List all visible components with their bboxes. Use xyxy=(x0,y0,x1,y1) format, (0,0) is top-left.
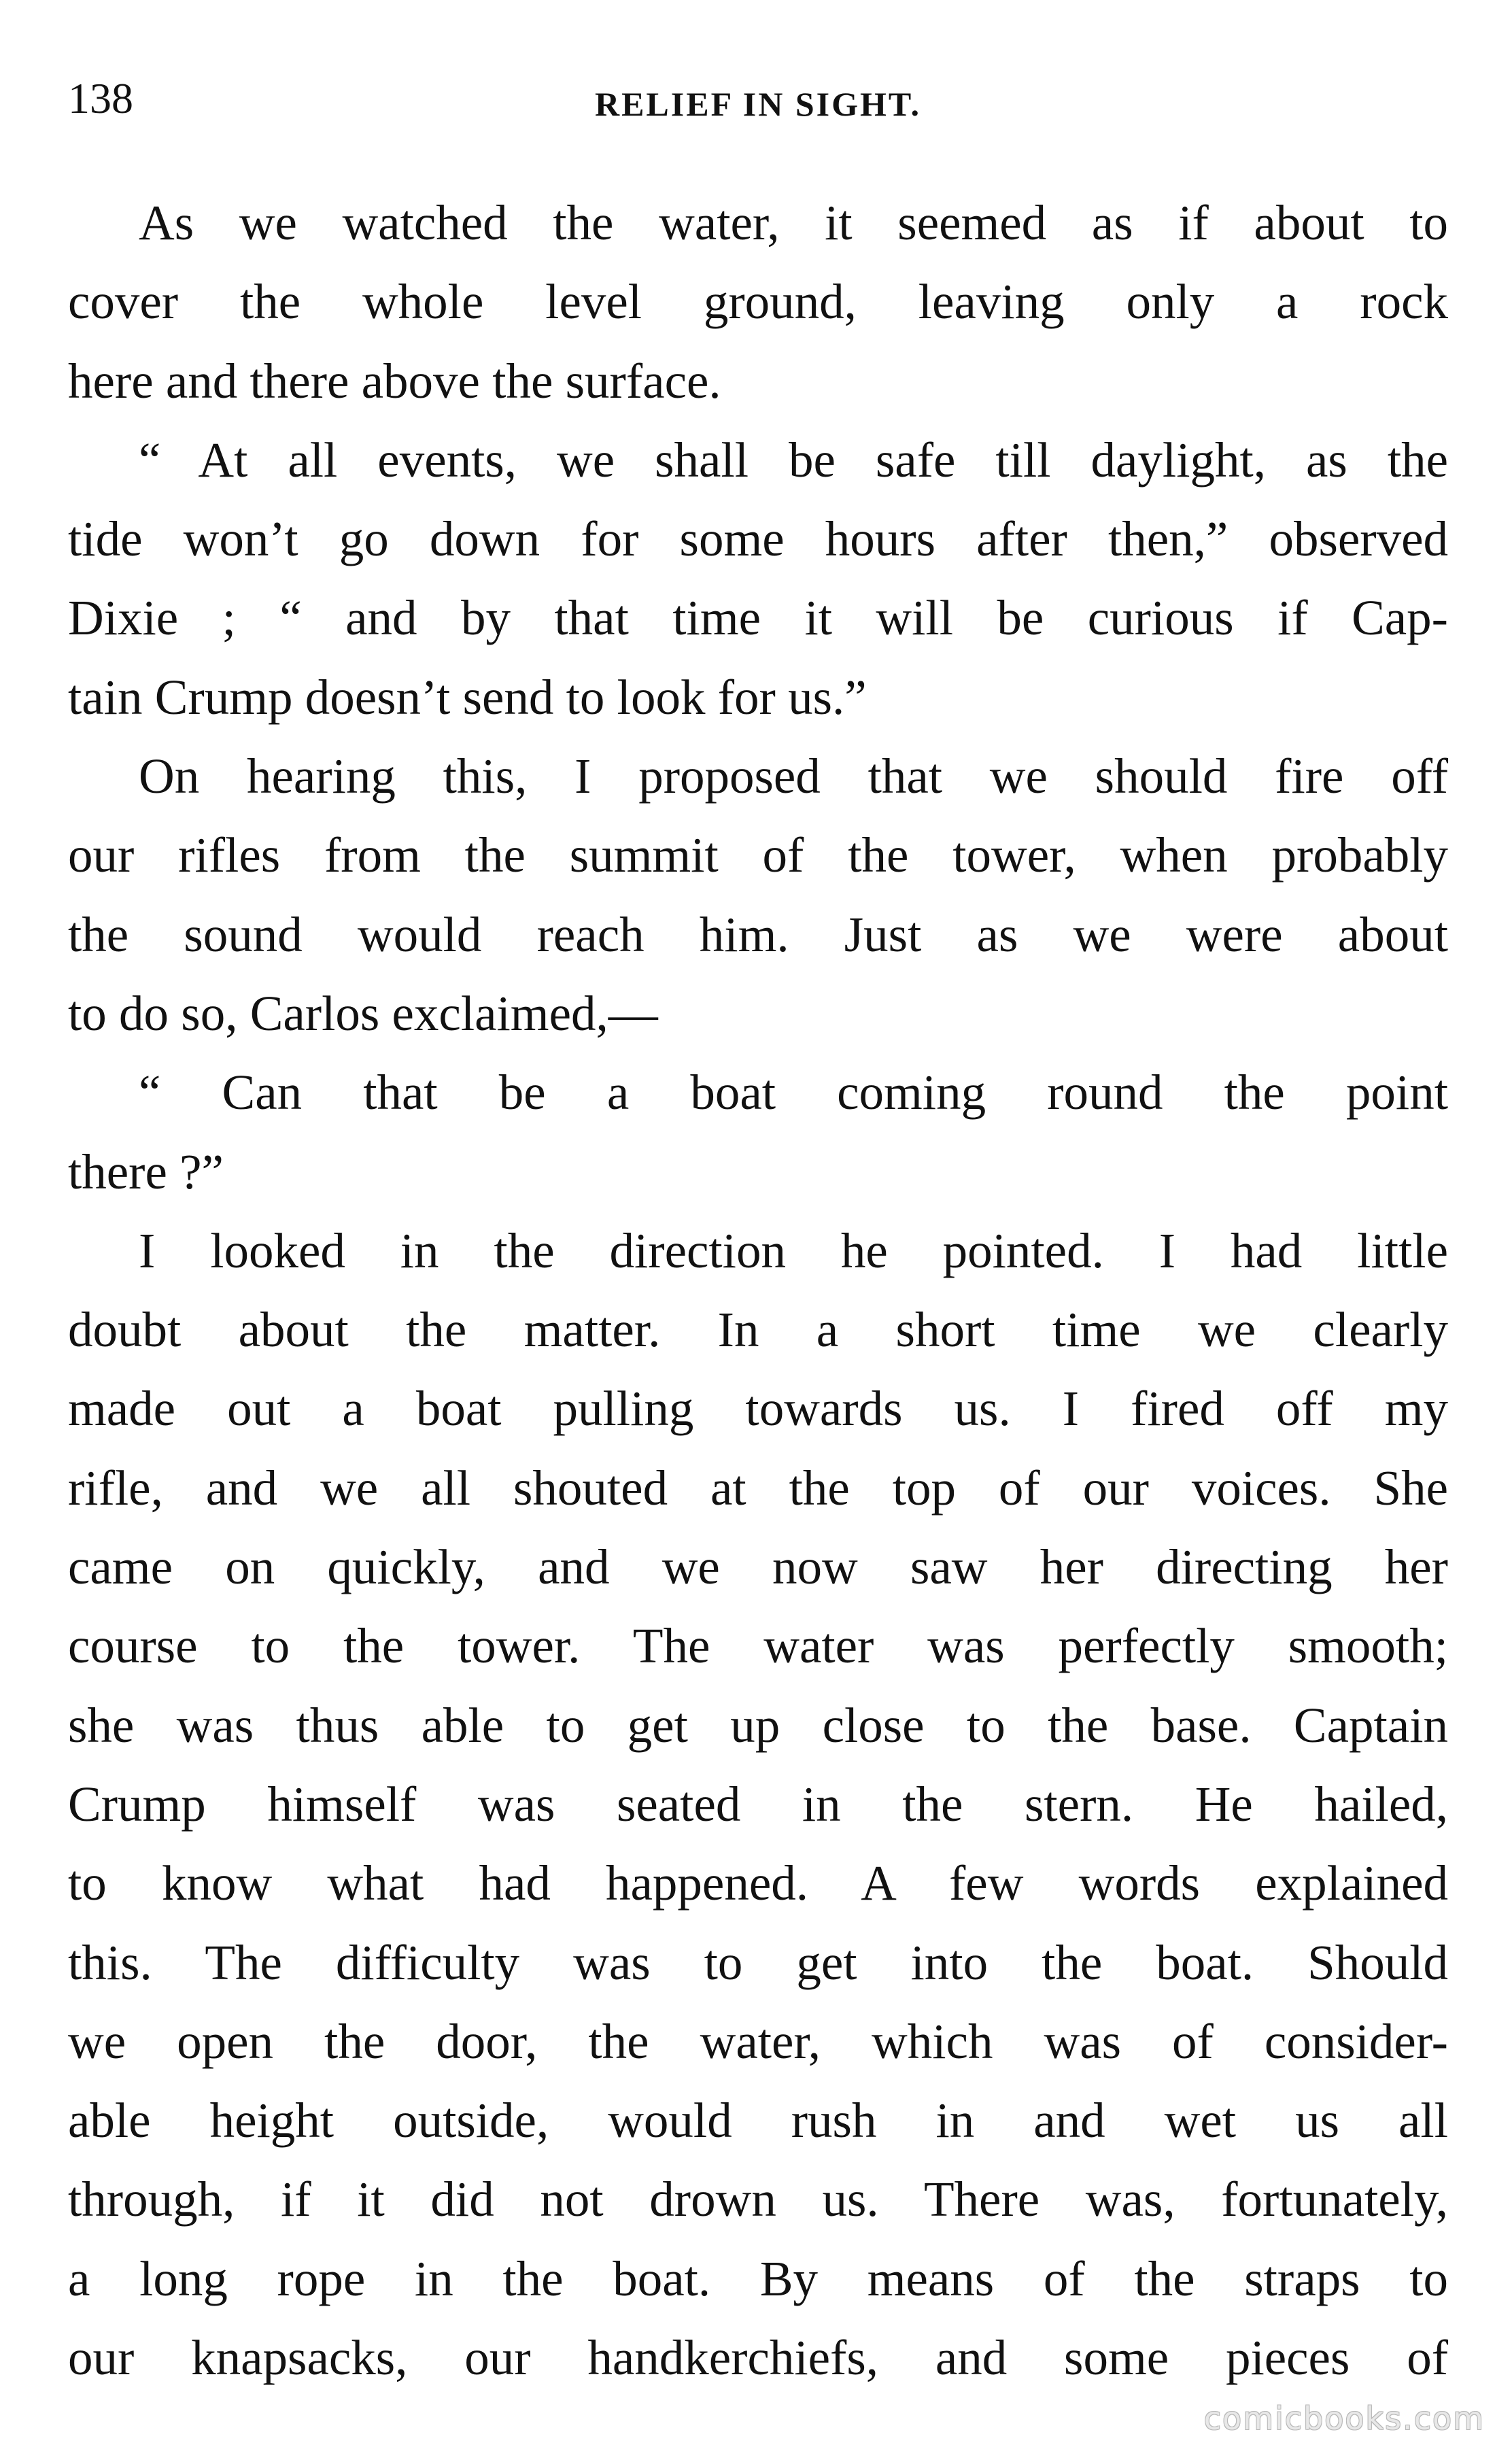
text-line: rifle, and we all shouted at the top of our voices. She xyxy=(68,1460,1448,1516)
text-line: through, if it did not drown us. There was, fortunately, xyxy=(68,2172,1448,2227)
body-text xyxy=(68,184,1448,2397)
text-line: On hearing this, I proposed that we should fire off xyxy=(139,749,1448,804)
text-line: made out a boat pulling towards us. I fired off my xyxy=(68,1381,1448,1437)
watermark: comicbooks.com xyxy=(1203,2400,1485,2437)
text-line: there ?” xyxy=(68,1144,224,1199)
text-line: here and there above the surface. xyxy=(68,353,721,409)
text-line: course to the tower. The water was perfectly smooth; xyxy=(68,1618,1448,1674)
text-line: came on quickly, and we now saw her directing her xyxy=(68,1539,1448,1595)
running-head xyxy=(68,68,1448,129)
text-line: Crump himself was seated in the stern. He hailed, xyxy=(68,1776,1448,1832)
text-line: “ At all events, we shall be safe till daylight, as the xyxy=(139,432,1448,487)
text-line: cover the whole level ground, leaving only a rock xyxy=(68,274,1448,330)
text-line: tain Crump doesn’t send to look for us.” xyxy=(68,669,867,725)
text-line: As we watched the water, it seemed as if about to xyxy=(139,195,1448,250)
text-line: to do so, Carlos exclaimed,— xyxy=(68,985,658,1041)
text-line: tide won’t go down for some hours after then,” observed xyxy=(68,511,1448,567)
running-title: RELIEF IN SIGHT. xyxy=(594,85,922,123)
text-line: to know what had happened. A few words explained xyxy=(68,1855,1448,1911)
text-line: Dixie ; “ and by that time it will be curious if Cap- xyxy=(68,590,1448,646)
text-line: I looked in the direction he pointed. I had little xyxy=(139,1222,1448,1278)
text-line: able height outside, would rush in and wet us all xyxy=(68,2093,1448,2149)
text-line: the sound would reach him. Just as we were about xyxy=(68,906,1448,962)
page-number: 138 xyxy=(68,74,133,122)
text-line: we open the door, the water, which was of consider- xyxy=(68,2013,1448,2069)
text-line: our knapsacks, our handkerchiefs, and some pieces of xyxy=(68,2330,1448,2386)
text-line: “ Can that be a boat coming round the point xyxy=(139,1065,1448,1120)
text-line: a long rope in the boat. By means of the straps to xyxy=(68,2251,1448,2306)
text-line: she was thus able to get up close to the base. Captain xyxy=(68,1697,1448,1753)
text-line: doubt about the matter. In a short time we clearly xyxy=(68,1302,1448,1358)
text-line: this. The difficulty was to get into the boat. Should xyxy=(68,1934,1448,1990)
text-line: our rifles from the summit of the tower, when probably xyxy=(68,827,1448,883)
